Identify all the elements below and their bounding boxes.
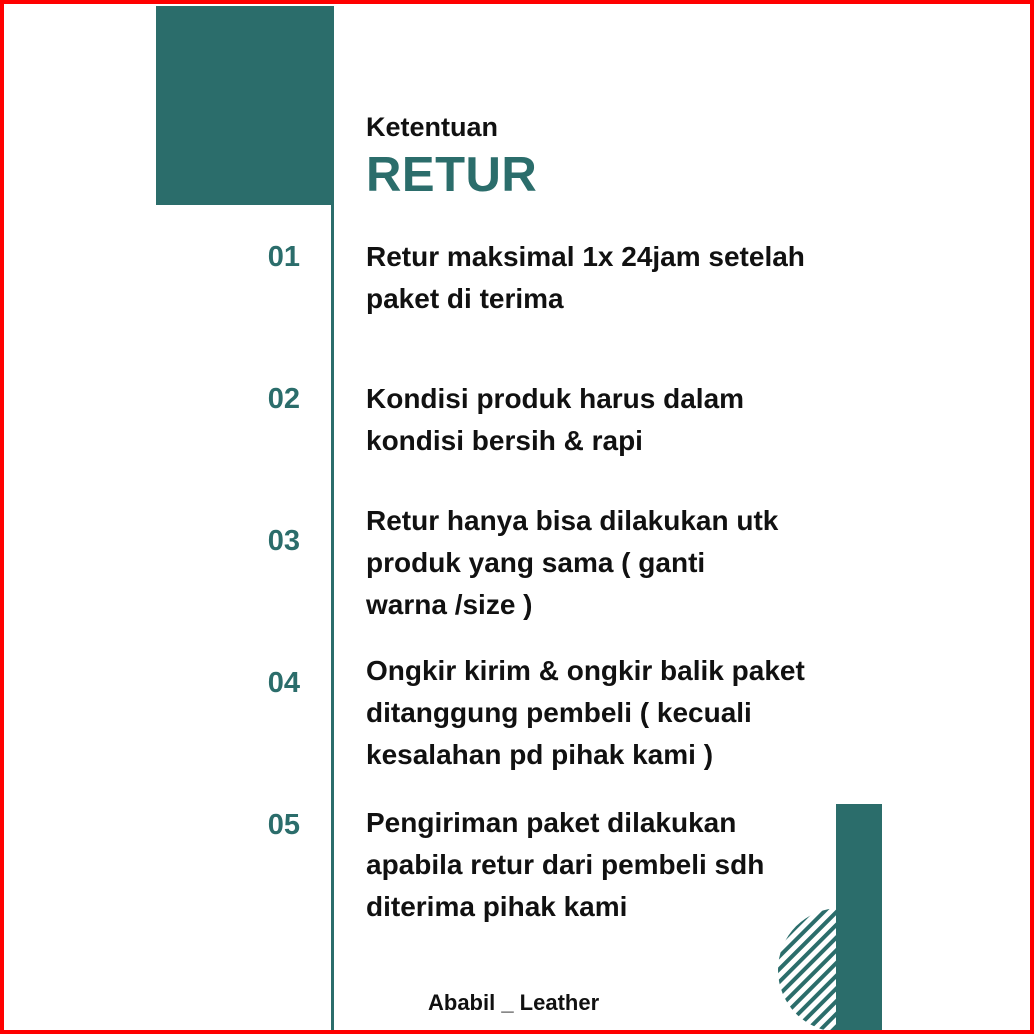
rule-text-3: Retur hanya bisa dilakukan utk produk yang sama ( ganti warna /size ): [366, 505, 779, 620]
rule-text-1: Retur maksimal 1x 24jam setelah paket di terima: [366, 241, 805, 314]
brand-name: Ababil _ Leather: [428, 990, 600, 1015]
rule-text-4: Ongkir kirim & ongkir balik paket ditanggung pembeli ( kecuali kesalahan pd pihak kami ): [366, 655, 805, 770]
page-subtitle: Ketentuan: [366, 112, 499, 142]
striped-half-circle-icon: [774, 908, 840, 1032]
rule-number-5: 05: [267, 809, 300, 841]
rule-number-2: 02: [267, 383, 300, 415]
vertical-divider: [331, 6, 334, 1034]
rule-text-5: Pengiriman paket dilakukan apabila retur dari pembeli sdh diterima pihak kami: [366, 807, 765, 922]
rule-number-1: 01: [267, 241, 300, 273]
page-title: RETUR: [366, 148, 538, 202]
rule-number-4: 04: [267, 667, 300, 699]
rule-text-2: Kondisi produk harus dalam kondisi bersih & rapi: [366, 383, 745, 456]
top-accent-line: [156, 203, 334, 205]
right-accent-bar: [836, 804, 882, 1034]
rule-number-3: 03: [267, 525, 300, 557]
top-accent-block: [156, 6, 334, 205]
